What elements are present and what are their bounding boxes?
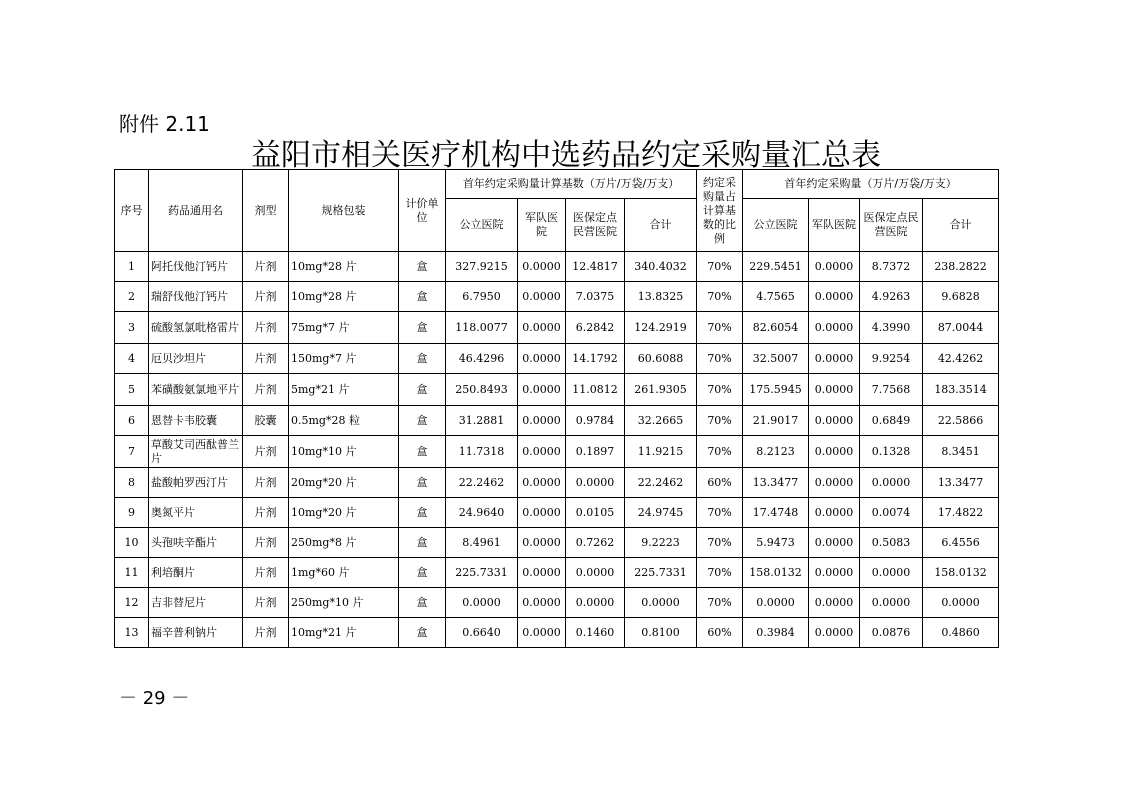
cell-volume-private: 0.0000 [860,558,923,588]
cell-dosage-form: 片剂 [243,344,289,374]
cell-volume-public: 17.4748 [743,498,809,528]
header-volume-private: 医保定点民营医院 [860,199,923,252]
cell-seq: 11 [115,558,149,588]
table-row [115,252,999,282]
cell-unit: 盒 [399,344,446,374]
cell-base-total: 11.9215 [625,436,697,468]
cell-drug-name: 奥氮平片 [149,498,243,528]
cell-dosage-form: 片剂 [243,282,289,312]
cell-ratio: 70% [697,436,743,468]
cell-volume-military: 0.0000 [809,498,860,528]
cell-base-public: 8.4961 [446,528,518,558]
cell-seq: 2 [115,282,149,312]
cell-volume-total: 8.3451 [923,436,999,468]
cell-unit: 盒 [399,252,446,282]
cell-base-private: 12.4817 [566,252,625,282]
page-number: － 29 － [119,688,190,709]
cell-drug-name: 苯磺酸氨氯地平片 [149,374,243,406]
cell-volume-private: 0.5083 [860,528,923,558]
header-base-military: 军队医院 [518,199,566,252]
cell-volume-total: 17.4822 [923,498,999,528]
table-row [115,436,999,468]
cell-ratio: 70% [697,498,743,528]
cell-volume-total: 238.2822 [923,252,999,282]
cell-base-public: 11.7318 [446,436,518,468]
cell-base-public: 118.0077 [446,312,518,344]
cell-volume-private: 0.1328 [860,436,923,468]
cell-unit: 盒 [399,312,446,344]
cell-base-public: 225.7331 [446,558,518,588]
cell-base-total: 261.9305 [625,374,697,406]
cell-base-military: 0.0000 [518,282,566,312]
cell-volume-military: 0.0000 [809,344,860,374]
cell-seq: 10 [115,528,149,558]
cell-volume-military: 0.0000 [809,282,860,312]
cell-seq: 12 [115,588,149,618]
cell-base-public: 6.7950 [446,282,518,312]
cell-dosage-form: 片剂 [243,312,289,344]
cell-volume-military: 0.0000 [809,406,860,436]
cell-spec: 20mg*20 片 [289,468,399,498]
cell-base-military: 0.0000 [518,528,566,558]
cell-volume-military: 0.0000 [809,528,860,558]
table-row [115,558,999,588]
cell-base-public: 31.2881 [446,406,518,436]
cell-base-military: 0.0000 [518,344,566,374]
cell-unit: 盒 [399,558,446,588]
cell-base-military: 0.0000 [518,406,566,436]
cell-dosage-form: 片剂 [243,528,289,558]
cell-volume-total: 6.4556 [923,528,999,558]
cell-unit: 盒 [399,528,446,558]
cell-volume-total: 0.0000 [923,588,999,618]
cell-volume-private: 8.7372 [860,252,923,282]
cell-volume-public: 0.3984 [743,618,809,648]
cell-drug-name: 利培酮片 [149,558,243,588]
table-row [115,588,999,618]
header-dosage-form: 剂型 [243,170,289,252]
table-row [115,618,999,648]
cell-spec: 10mg*20 片 [289,498,399,528]
cell-seq: 3 [115,312,149,344]
cell-volume-total: 42.4262 [923,344,999,374]
cell-volume-total: 0.4860 [923,618,999,648]
cell-base-public: 46.4296 [446,344,518,374]
cell-drug-name: 头孢呋辛酯片 [149,528,243,558]
cell-ratio: 70% [697,528,743,558]
cell-base-total: 340.4032 [625,252,697,282]
cell-volume-total: 158.0132 [923,558,999,588]
table-row [115,282,999,312]
header-spec: 规格包装 [289,170,399,252]
cell-volume-private: 4.3990 [860,312,923,344]
cell-volume-military: 0.0000 [809,588,860,618]
cell-base-total: 124.2919 [625,312,697,344]
cell-volume-public: 4.7565 [743,282,809,312]
table-row [115,406,999,436]
cell-base-total: 225.7331 [625,558,697,588]
header-volume-group: 首年约定采购量（万片/万袋/万支） [743,170,999,199]
cell-dosage-form: 片剂 [243,588,289,618]
cell-spec: 10mg*28 片 [289,282,399,312]
cell-base-total: 22.2462 [625,468,697,498]
cell-spec: 10mg*10 片 [289,436,399,468]
cell-base-private: 11.0812 [566,374,625,406]
cell-spec: 150mg*7 片 [289,344,399,374]
cell-volume-total: 22.5866 [923,406,999,436]
cell-base-military: 0.0000 [518,618,566,648]
cell-seq: 13 [115,618,149,648]
cell-base-military: 0.0000 [518,468,566,498]
header-volume-public: 公立医院 [743,199,809,252]
cell-ratio: 70% [697,374,743,406]
cell-volume-private: 0.0876 [860,618,923,648]
cell-volume-public: 0.0000 [743,588,809,618]
attachment-label: 附件 2.11 [119,112,210,136]
cell-spec: 0.5mg*28 粒 [289,406,399,436]
cell-volume-total: 87.0044 [923,312,999,344]
cell-volume-private: 0.6849 [860,406,923,436]
cell-drug-name: 恩替卡韦胶囊 [149,406,243,436]
cell-volume-public: 21.9017 [743,406,809,436]
cell-volume-military: 0.0000 [809,374,860,406]
cell-seq: 4 [115,344,149,374]
cell-base-public: 22.2462 [446,468,518,498]
header-volume-total: 合计 [923,199,999,252]
table-row [115,498,999,528]
cell-volume-public: 32.5007 [743,344,809,374]
cell-volume-total: 9.6828 [923,282,999,312]
cell-spec: 1mg*60 片 [289,558,399,588]
cell-unit: 盒 [399,374,446,406]
cell-base-total: 32.2665 [625,406,697,436]
header-base-total: 合计 [625,199,697,252]
cell-drug-name: 厄贝沙坦片 [149,344,243,374]
cell-base-private: 0.7262 [566,528,625,558]
cell-base-total: 13.8325 [625,282,697,312]
cell-unit: 盒 [399,436,446,468]
cell-base-private: 0.0000 [566,468,625,498]
cell-unit: 盒 [399,618,446,648]
cell-volume-military: 0.0000 [809,618,860,648]
header-ratio: 约定采购量占计算基数的比例 [697,170,743,252]
cell-drug-name: 阿托伐他汀钙片 [149,252,243,282]
cell-drug-name: 草酸艾司西酞普兰片 [149,436,243,468]
cell-drug-name: 瑞舒伐他汀钙片 [149,282,243,312]
cell-ratio: 60% [697,468,743,498]
cell-seq: 9 [115,498,149,528]
header-base-group: 首年约定采购量计算基数（万片/万袋/万支） [446,170,697,199]
cell-base-total: 9.2223 [625,528,697,558]
cell-ratio: 70% [697,282,743,312]
cell-base-public: 0.0000 [446,588,518,618]
cell-drug-name: 硫酸氢氯吡格雷片 [149,312,243,344]
cell-unit: 盒 [399,468,446,498]
cell-drug-name: 福辛普利钠片 [149,618,243,648]
cell-volume-military: 0.0000 [809,436,860,468]
cell-base-military: 0.0000 [518,498,566,528]
cell-base-private: 7.0375 [566,282,625,312]
cell-dosage-form: 片剂 [243,498,289,528]
cell-ratio: 70% [697,252,743,282]
cell-base-private: 0.9784 [566,406,625,436]
cell-base-total: 0.8100 [625,618,697,648]
cell-unit: 盒 [399,282,446,312]
cell-spec: 250mg*10 片 [289,588,399,618]
cell-ratio: 70% [697,344,743,374]
cell-ratio: 70% [697,312,743,344]
cell-base-private: 0.1460 [566,618,625,648]
cell-base-military: 0.0000 [518,588,566,618]
cell-base-private: 0.0000 [566,588,625,618]
page-title: 益阳市相关医疗机构中选药品约定采购量汇总表 [251,138,881,173]
cell-volume-private: 0.0074 [860,498,923,528]
cell-seq: 1 [115,252,149,282]
header-seq: 序号 [115,170,149,252]
cell-volume-public: 175.5945 [743,374,809,406]
cell-dosage-form: 胶囊 [243,406,289,436]
cell-seq: 6 [115,406,149,436]
cell-base-total: 60.6088 [625,344,697,374]
cell-base-military: 0.0000 [518,252,566,282]
table-row [115,468,999,498]
cell-ratio: 70% [697,588,743,618]
cell-seq: 8 [115,468,149,498]
cell-volume-public: 8.2123 [743,436,809,468]
cell-dosage-form: 片剂 [243,436,289,468]
table-row [115,374,999,406]
cell-drug-name: 吉非替尼片 [149,588,243,618]
cell-seq: 7 [115,436,149,468]
cell-ratio: 60% [697,618,743,648]
table-row [115,528,999,558]
cell-volume-military: 0.0000 [809,468,860,498]
cell-base-private: 6.2842 [566,312,625,344]
cell-volume-public: 158.0132 [743,558,809,588]
cell-unit: 盒 [399,498,446,528]
header-base-public: 公立医院 [446,199,518,252]
cell-base-public: 0.6640 [446,618,518,648]
cell-base-military: 0.0000 [518,436,566,468]
cell-dosage-form: 片剂 [243,252,289,282]
header-drug-name: 药品通用名 [149,170,243,252]
header-volume-military: 军队医院 [809,199,860,252]
cell-base-total: 0.0000 [625,588,697,618]
cell-volume-public: 229.5451 [743,252,809,282]
cell-spec: 10mg*28 片 [289,252,399,282]
cell-volume-military: 0.0000 [809,252,860,282]
cell-volume-private: 4.9263 [860,282,923,312]
cell-base-private: 0.0105 [566,498,625,528]
cell-drug-name: 盐酸帕罗西汀片 [149,468,243,498]
cell-volume-military: 0.0000 [809,312,860,344]
header-unit: 计价单位 [399,170,446,252]
cell-spec: 10mg*21 片 [289,618,399,648]
cell-volume-total: 183.3514 [923,374,999,406]
cell-volume-private: 7.7568 [860,374,923,406]
cell-base-public: 327.9215 [446,252,518,282]
cell-dosage-form: 片剂 [243,618,289,648]
cell-base-private: 14.1792 [566,344,625,374]
cell-base-military: 0.0000 [518,558,566,588]
cell-volume-private: 0.0000 [860,468,923,498]
cell-spec: 75mg*7 片 [289,312,399,344]
cell-spec: 250mg*8 片 [289,528,399,558]
cell-base-private: 0.1897 [566,436,625,468]
cell-volume-private: 9.9254 [860,344,923,374]
cell-dosage-form: 片剂 [243,374,289,406]
cell-base-military: 0.0000 [518,374,566,406]
cell-volume-public: 13.3477 [743,468,809,498]
cell-base-military: 0.0000 [518,312,566,344]
cell-seq: 5 [115,374,149,406]
cell-unit: 盒 [399,406,446,436]
cell-base-public: 250.8493 [446,374,518,406]
header-base-private: 医保定点民营医院 [566,199,625,252]
cell-ratio: 70% [697,558,743,588]
cell-volume-public: 5.9473 [743,528,809,558]
cell-spec: 5mg*21 片 [289,374,399,406]
cell-volume-military: 0.0000 [809,558,860,588]
cell-ratio: 70% [697,406,743,436]
table-row [115,312,999,344]
procurement-table [114,169,999,648]
table-row [115,344,999,374]
cell-volume-total: 13.3477 [923,468,999,498]
header-row-1 [115,170,999,199]
cell-dosage-form: 片剂 [243,558,289,588]
cell-base-public: 24.9640 [446,498,518,528]
cell-volume-private: 0.0000 [860,588,923,618]
cell-unit: 盒 [399,588,446,618]
cell-volume-public: 82.6054 [743,312,809,344]
cell-dosage-form: 片剂 [243,468,289,498]
cell-base-private: 0.0000 [566,558,625,588]
cell-base-total: 24.9745 [625,498,697,528]
